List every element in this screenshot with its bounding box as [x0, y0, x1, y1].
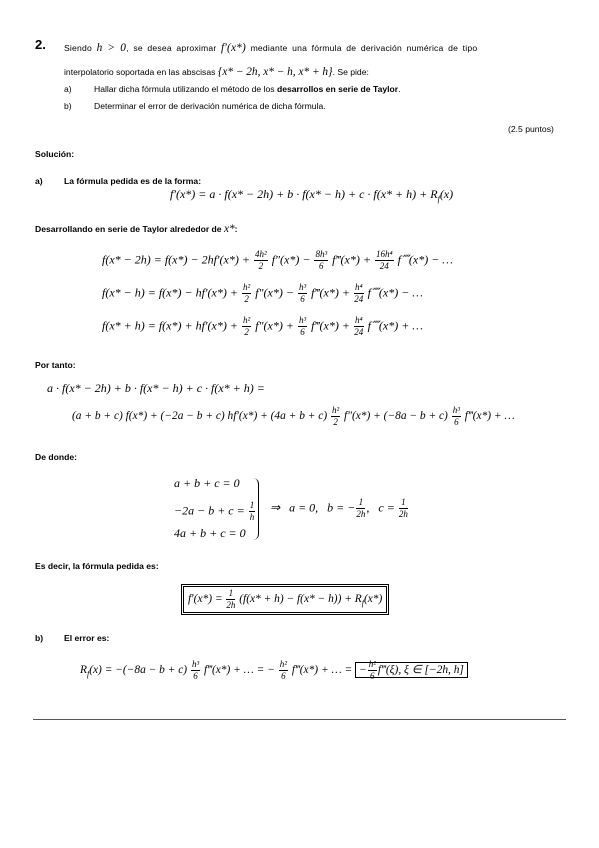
error-result-box: − $\frac{\text{h²}}{6}$ f‴(ξ), ξ ∈ [−2h, h]	[355, 662, 468, 678]
sol-a-label: a)	[35, 176, 43, 186]
line2-b: . Se pide:	[332, 67, 369, 77]
combo-line-1: a · f(x* − 2h) + b · f(x* − h) + c · f(x* + h) =	[47, 381, 265, 395]
intro-a: Siendo	[64, 43, 92, 53]
sol-b-text: El error es:	[64, 633, 110, 643]
item-b-text: Determinar el error de derivación numérica de dicha fórmula.	[94, 101, 326, 111]
final-formula-box: f′(x*) = $\frac{1}{2h}$ $(f(x* + h) - f(x* - h)) + R_f(x*)$	[183, 586, 387, 613]
problem-line-1	[64, 42, 477, 54]
item-b-label: b)	[64, 101, 72, 111]
combo-line-2: (a + b + c) f(x*) + (−2a − b + c) hf′(x*) + (4a + b + c) $\frac{\text{h²}}{2}$ f″(x*) + (−8a − b + c) $\frac{\text{h³}}{6}$ f‴(x*) + …	[72, 405, 515, 427]
intro-b: , se desea aproximar	[126, 43, 217, 53]
system-brace	[252, 478, 259, 540]
line2-a: interpolatorio soportada en las abscisas	[64, 67, 216, 77]
target-derivative: f′(x*)	[220, 42, 246, 54]
system-solution: ⇒ a = 0, b = − $\frac{1}{2h}$ , c = $\frac{1}{2h}$	[270, 497, 408, 519]
dedonde: De donde:	[35, 452, 78, 462]
item-a-label: a)	[64, 84, 72, 94]
error-formula: $R_f(x) = -(-8a - b + c)$ $\frac{\text{h³}}{6}$ f‴(x*) + … = − $\frac{\text{h²}}{6}$ f‴(x*) + … = − $\frac{\text{h²}}{6}$ f‴(ξ), ξ ∈ [−2h, h]	[80, 660, 468, 681]
item-a-text: Hallar dicha fórmula utilizando el método de los desarrollos en serie de Taylor.	[94, 84, 401, 94]
problem-number: 2.	[35, 37, 46, 52]
abscissas: {x* − 2h, x* − h, x* + h}	[217, 66, 333, 78]
solution-heading: Solución:	[35, 149, 75, 159]
problem-line-2	[64, 66, 369, 78]
portanto: Por tanto:	[35, 360, 76, 370]
system-eq-2: −2a − b + c = $\frac{1}{h}$	[174, 500, 255, 522]
system-eq-1: a + b + c = 0	[174, 476, 240, 490]
sol-b-label: b)	[35, 633, 44, 643]
points: (2.5 puntos)	[508, 124, 554, 134]
system-eq-3: 4a + b + c = 0	[174, 526, 246, 540]
bottom-divider	[33, 719, 566, 720]
formula-form: $f'(x*) = a \cdot f(x* - 2h) + b \cdot f(x* - h) + c \cdot f(x* + h) + R_f(x)$	[170, 187, 454, 204]
sol-a-text: La fórmula pedida es de la forma:	[64, 176, 202, 186]
condition: h > 0	[96, 42, 127, 54]
esdecir: Es decir, la fórmula pedida es:	[35, 561, 159, 571]
series-row: f(x* − h) = f(x*) − hf′(x*) + $\frac{\text{h²}}{2}$ f″(x*) − $\frac{\text{h³}}{6}$ f‴(x*) + $\frac{\text{h⁴}}{24}$ f⁗(x*) − …	[102, 282, 423, 304]
intro-c: mediante una fórmula de derivación numérica de tipo	[250, 43, 478, 53]
series-row: f(x* + h) = f(x*) + hf′(x*) + $\frac{\text{h²}}{2}$ f″(x*) + $\frac{\text{h³}}{6}$ f‴(x*) + $\frac{\text{h⁴}}{24}$ f⁗(x*) + …	[102, 315, 423, 337]
series-row: f(x* − 2h) = f(x*) − 2hf′(x*) + $\frac{\text{4h²}}{2}$ f″(x*) − $\frac{\text{8h³}}{6}$ f‴(x*) + $\frac{\text{16h⁴}}{24}$ f⁗(x*) − …	[102, 249, 453, 271]
taylor-text: Desarrollando en serie de Taylor alrededor de x*:	[35, 223, 238, 235]
